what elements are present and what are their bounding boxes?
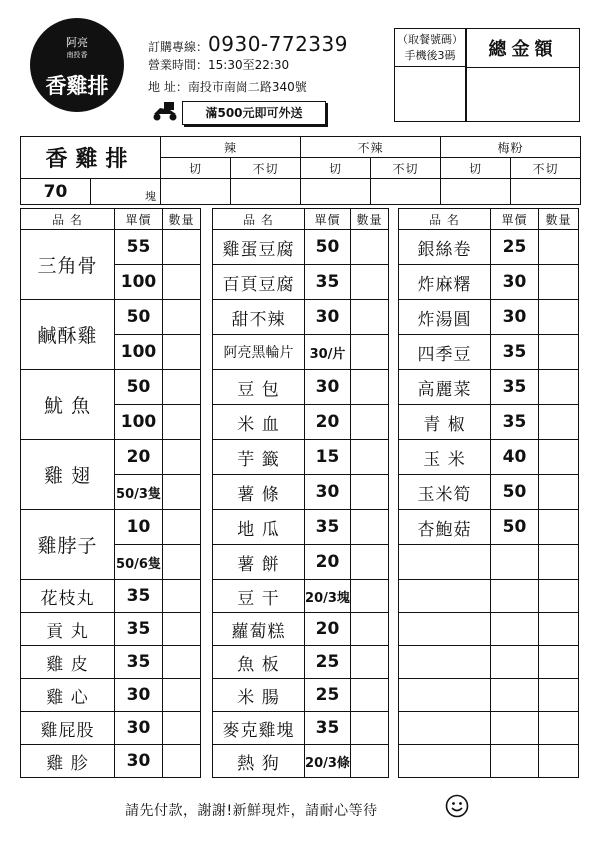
menu-item-qty[interactable]: [163, 545, 201, 580]
menu-column-2: [212, 208, 389, 778]
pickup-label-1: （取餐號碼）: [397, 33, 463, 46]
menu-item-qty[interactable]: [539, 646, 579, 679]
menu-item-price: 30/片: [305, 335, 351, 370]
menu-item-name: 炸麻糬: [399, 265, 491, 300]
menu-item-qty[interactable]: [539, 475, 579, 510]
menu-item-qty[interactable]: [163, 300, 201, 335]
chicken-cutlet-price: 70: [21, 179, 91, 205]
menu-item-qty[interactable]: [539, 679, 579, 712]
menu-item-qty[interactable]: [351, 712, 389, 745]
menu-item-qty[interactable]: [539, 545, 579, 580]
qty-plum-nocut[interactable]: [511, 179, 581, 205]
delivery-banner: 滿500元即可外送: [182, 101, 326, 125]
scooter-icon: [150, 100, 180, 122]
col1-header-price: 單價: [115, 209, 163, 230]
menu-item-price: 35: [115, 613, 163, 646]
menu-item-qty[interactable]: [539, 510, 579, 545]
menu-item-price: 50: [305, 230, 351, 265]
menu-column-3: [398, 208, 579, 778]
menu-item-name: 甜不辣: [213, 300, 305, 335]
menu-item-price: 55: [115, 230, 163, 265]
menu-item-price: 30: [305, 370, 351, 405]
footer-note: 請先付款，謝謝!新鮮現炸，請耐心等待: [125, 803, 378, 819]
menu-item-price: 50: [491, 510, 539, 545]
chicken-cutlet-table: [20, 136, 581, 205]
menu-item-qty[interactable]: [351, 646, 389, 679]
menu-item-price: 35: [491, 370, 539, 405]
empty-row: [399, 712, 491, 745]
menu-item-name: 魷 魚: [21, 370, 115, 440]
plum-nocut: 不切: [511, 158, 581, 179]
menu-item-qty[interactable]: [163, 265, 201, 300]
menu-item-price: 50/3隻: [115, 475, 163, 510]
col2-header-name: 品 名: [213, 209, 305, 230]
group-plum: 梅粉: [441, 137, 581, 158]
menu-item-name: 玉米筍: [399, 475, 491, 510]
menu-item-qty[interactable]: [163, 440, 201, 475]
menu-item-qty[interactable]: [351, 613, 389, 646]
menu-item-price: 100: [115, 335, 163, 370]
menu-item-qty[interactable]: [163, 646, 201, 679]
col3-header-price: 單價: [491, 209, 539, 230]
col3-header-name: 品 名: [399, 209, 491, 230]
menu-item-qty[interactable]: [351, 475, 389, 510]
menu-item-name: 熱 狗: [213, 745, 305, 778]
logo-sub-text: 南投香: [66, 51, 88, 59]
menu-item-qty[interactable]: [539, 712, 579, 745]
col2-header-qty: 數量: [351, 209, 389, 230]
menu-item-name: 炸湯圓: [399, 300, 491, 335]
menu-item-price: 35: [305, 712, 351, 745]
menu-item-price: 20: [305, 613, 351, 646]
menu-item-qty[interactable]: [539, 370, 579, 405]
menu-item-name: 蘿蔔糕: [213, 613, 305, 646]
menu-item-qty[interactable]: [163, 613, 201, 646]
menu-item-price: 20: [305, 545, 351, 580]
menu-item-price: 25: [305, 679, 351, 712]
empty-row: [399, 545, 491, 580]
menu-item-price: 30: [115, 712, 163, 745]
menu-item-name: 地 瓜: [213, 510, 305, 545]
spicy-nocut: 不切: [231, 158, 301, 179]
menu-item-name: 豆 包: [213, 370, 305, 405]
menu-item-qty[interactable]: [539, 300, 579, 335]
menu-item-price: 35: [305, 265, 351, 300]
menu-item-name: 米 腸: [213, 679, 305, 712]
menu-item-price: 20: [305, 405, 351, 440]
menu-item-name: 雞脖子: [21, 510, 115, 580]
col2-header-price: 單價: [305, 209, 351, 230]
menu-item-qty[interactable]: [539, 745, 579, 778]
phone-label: 訂購專線：: [148, 40, 209, 54]
pickup-label-2: 手機後3碼: [404, 49, 456, 62]
menu-item-price: 40: [491, 440, 539, 475]
empty-row: [399, 745, 491, 778]
menu-item-name: 雞 翅: [21, 440, 115, 510]
menu-item-name: 三角骨: [21, 230, 115, 300]
menu-item-qty[interactable]: [351, 440, 389, 475]
menu-item-qty[interactable]: [539, 335, 579, 370]
empty-row: [399, 580, 491, 613]
menu-item-qty[interactable]: [163, 475, 201, 510]
menu-item-name: 花枝丸: [21, 580, 115, 613]
col1-header-qty: 數量: [163, 209, 201, 230]
menu-item-qty[interactable]: [539, 265, 579, 300]
phone-row: [148, 32, 348, 56]
group-not-spicy: 不辣: [301, 137, 441, 158]
menu-item-qty[interactable]: [351, 300, 389, 335]
menu-item-name: 貢 丸: [21, 613, 115, 646]
menu-item-name: 麥克雞塊: [213, 712, 305, 745]
menu-item-price: 30: [491, 300, 539, 335]
menu-item-name: 玉 米: [399, 440, 491, 475]
menu-item-qty[interactable]: [163, 510, 201, 545]
menu-item-qty[interactable]: [163, 405, 201, 440]
menu-item-name: 雞屁股: [21, 712, 115, 745]
phone-number: 0930-772339: [208, 32, 348, 56]
menu-item-price: 25: [305, 646, 351, 679]
menu-item-name: 芋 籤: [213, 440, 305, 475]
menu-item-name: 銀絲卷: [399, 230, 491, 265]
menu-item-qty[interactable]: [351, 265, 389, 300]
menu-item-qty[interactable]: [539, 613, 579, 646]
menu-item-price: 50/6隻: [115, 545, 163, 580]
menu-item-price: 50: [115, 300, 163, 335]
chicken-cutlet-name: 香雞排: [21, 137, 161, 179]
menu-item-qty[interactable]: [163, 679, 201, 712]
menu-item-price: 10: [115, 510, 163, 545]
menu-item-name: 薯 條: [213, 475, 305, 510]
notspicy-cut: 切: [301, 158, 371, 179]
menu-item-name: 高麗菜: [399, 370, 491, 405]
menu-item-name: 雞 皮: [21, 646, 115, 679]
logo-top-text: 阿亮: [66, 36, 88, 49]
logo-main-text: 香雞排: [45, 74, 109, 98]
menu-item-qty[interactable]: [163, 335, 201, 370]
plum-cut: 切: [441, 158, 511, 179]
qty-notspicy-cut[interactable]: [301, 179, 371, 205]
menu-item-name: 杏鮑菇: [399, 510, 491, 545]
menu-item-name: 雞 心: [21, 679, 115, 712]
menu-item-price: 35: [305, 510, 351, 545]
menu-item-qty[interactable]: [351, 745, 389, 778]
menu-item-price: 100: [115, 405, 163, 440]
qty-notspicy-nocut[interactable]: [371, 179, 441, 205]
menu-item-price: 50: [491, 475, 539, 510]
menu-item-qty[interactable]: [351, 580, 389, 613]
address: 地 址：南投市南崗二路340號: [148, 80, 307, 94]
menu-item-name: 阿亮黑輪片: [213, 335, 305, 370]
menu-column-1: [20, 208, 201, 778]
col1-header-name: 品 名: [21, 209, 115, 230]
menu-item-qty[interactable]: [163, 745, 201, 778]
qty-spicy-nocut[interactable]: [231, 179, 301, 205]
menu-item-name: 四季豆: [399, 335, 491, 370]
menu-item-price: 35: [491, 405, 539, 440]
menu-item-price: 35: [115, 646, 163, 679]
menu-item-name: 豆 干: [213, 580, 305, 613]
menu-item-qty[interactable]: [163, 370, 201, 405]
col3-header-qty: 數量: [539, 209, 579, 230]
menu-item-price: 30: [305, 300, 351, 335]
menu-item-qty[interactable]: [539, 580, 579, 613]
smiley-icon: [445, 794, 469, 818]
total-amount-label: 總金額: [488, 39, 558, 60]
menu-item-price: 35: [491, 335, 539, 370]
menu-item-price: 15: [305, 440, 351, 475]
menu-item-qty[interactable]: [351, 230, 389, 265]
menu-item-price: 35: [115, 580, 163, 613]
menu-item-price: 30: [491, 265, 539, 300]
menu-item-price: 50: [115, 370, 163, 405]
empty-row: [399, 613, 491, 646]
menu-item-qty[interactable]: [163, 580, 201, 613]
menu-item-qty[interactable]: [163, 712, 201, 745]
menu-item-name: 米 血: [213, 405, 305, 440]
menu-item-price: 25: [491, 230, 539, 265]
menu-item-name: 雞蛋豆腐: [213, 230, 305, 265]
group-spicy: 辣: [161, 137, 301, 158]
empty-row: [399, 646, 491, 679]
spicy-cut: 切: [161, 158, 231, 179]
menu-item-name: 鹹酥雞: [21, 300, 115, 370]
menu-item-name: 魚 板: [213, 646, 305, 679]
qty-plum-cut[interactable]: [441, 179, 511, 205]
menu-item-price: 20/3塊: [305, 580, 351, 613]
menu-item-price: 20: [115, 440, 163, 475]
menu-item-price: 30: [305, 475, 351, 510]
menu-item-qty[interactable]: [351, 370, 389, 405]
menu-item-qty[interactable]: [351, 335, 389, 370]
menu-item-qty[interactable]: [351, 510, 389, 545]
menu-item-qty[interactable]: [351, 679, 389, 712]
menu-item-name: 雞 胗: [21, 745, 115, 778]
menu-item-qty[interactable]: [539, 230, 579, 265]
chicken-cutlet-unit: 塊: [91, 179, 161, 205]
empty-row: [399, 679, 491, 712]
menu-item-price: 30: [115, 745, 163, 778]
shop-logo: [30, 18, 124, 112]
menu-item-name: 青 椒: [399, 405, 491, 440]
notspicy-nocut: 不切: [371, 158, 441, 179]
pickup-number-box[interactable]: [394, 28, 466, 122]
menu-item-qty[interactable]: [351, 545, 389, 580]
menu-item-qty[interactable]: [539, 405, 579, 440]
menu-item-qty[interactable]: [163, 230, 201, 265]
menu-item-qty[interactable]: [539, 440, 579, 475]
menu-item-qty[interactable]: [351, 405, 389, 440]
menu-item-name: 薯 餅: [213, 545, 305, 580]
menu-item-name: 百頁豆腐: [213, 265, 305, 300]
menu-item-price: 20/3條: [305, 745, 351, 778]
business-hours: 營業時間：15:30至22:30: [148, 58, 290, 72]
menu-item-price: 30: [115, 679, 163, 712]
qty-spicy-cut[interactable]: [161, 179, 231, 205]
menu-item-price: 100: [115, 265, 163, 300]
total-amount-box[interactable]: [466, 28, 580, 122]
